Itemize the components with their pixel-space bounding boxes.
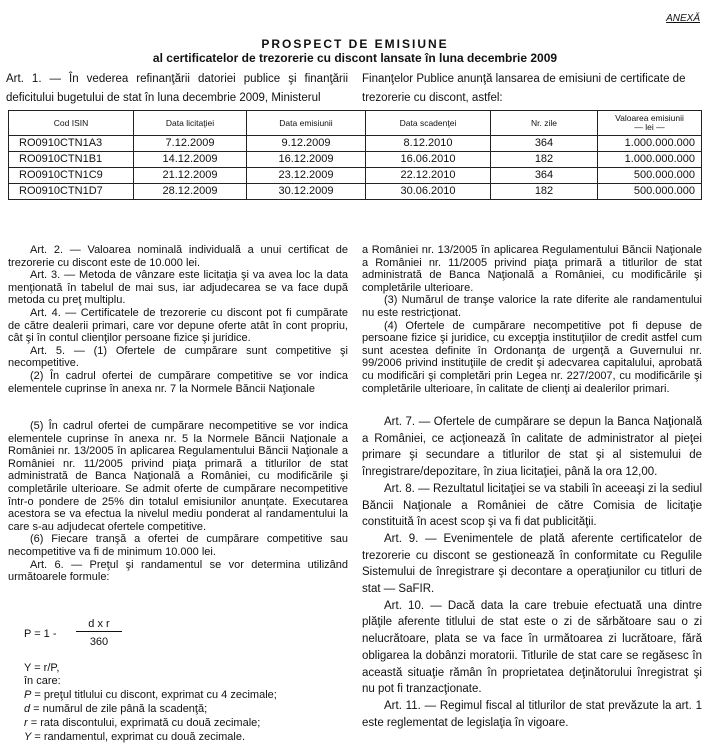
top-left-paragraph: Art. 4. — Certificatele de trezorerie cu discont pot fi cumpărate de către dealerii primari, care vor depune oferte atât în cont propriu, cât şi în contul clienţilor persoane fizice şi juridice. bbox=[8, 306, 348, 345]
header-maturity-date: Data scadenţei bbox=[366, 111, 491, 136]
formula-numerator: d x r bbox=[76, 618, 122, 632]
top-left-paragraph: Art. 2. — Valoarea nominală individuală a unui certificat de trezorerie cu discont este de 10.000 lei. bbox=[8, 244, 348, 269]
cell-auction-date: 21.12.2009 bbox=[134, 168, 247, 184]
bottom-right-paragraph: Art. 7. — Ofertele de cumpărare se depun la Banca Naţională a României, ce acţionează în calitate de administrator al pieţei primare şi secundare a titlurilor de stat şi al sistemului de înregistrare/depozitare, în ziua licitaţiei, până la ora 12,00. bbox=[362, 416, 702, 479]
bottom-right-paragraph: Art. 10. — Dacă data la care trebuie efectuată una dintre plăţile aferente titlului de stat este o zi de sărbătoare sau o zi nelucrătoare, plata se va face în următoarea zi lucrătoare, fără obligarea la dobânzi moratorii. Titlurile de stat care se regăsesc în această situaţie rămân în proprietatea deţinătorului înregistrat şi nu pot fi tranzacţionate. bbox=[362, 599, 702, 696]
cell-maturity-date: 22.12.2010 bbox=[366, 168, 491, 184]
table-header-row bbox=[9, 111, 702, 136]
cell-isin: RO0910CTN1D7 bbox=[9, 184, 134, 200]
cell-isin: RO0910CTN1B1 bbox=[9, 152, 134, 168]
table-row bbox=[9, 184, 702, 200]
intro-left-line1: Art. 1. — În vederea refinanţării datoriei publice şi finanţării bbox=[6, 73, 348, 85]
bottom-right-paragraph: Art. 11. — Regimul fiscal al titlurilor de stat prevăzute la art. 1 este reglementat de legislaţia în vigoare. bbox=[362, 699, 702, 729]
cell-auction-date: 7.12.2009 bbox=[134, 136, 247, 152]
cell-maturity-date: 30.06.2010 bbox=[366, 184, 491, 200]
table-row bbox=[9, 136, 702, 152]
cell-auction-date: 14.12.2009 bbox=[134, 152, 247, 168]
formula-denominator: 360 bbox=[89, 636, 109, 648]
cell-value: 500.000.000 bbox=[598, 184, 702, 200]
top-right-paragraph: (4) Ofertele de cumpărare necompetitive pot fi depuse de persoane fizice şi juridice, cu excepţia instituţiilor de credit astfel cum sunt acestea definite în Ordonanţa de urgenţă a Guvernului nr. 99/2006 privind instituţiile de credit şi adecvarea capitalului, aprobată cu modificări şi completări prin Legea nr. 227/2007, cu modificările şi completările ulterioare, în calitate de clienţi ai dealerilor primari. bbox=[362, 319, 702, 395]
cell-value: 1.000.000.000 bbox=[598, 136, 702, 152]
cell-auction-date: 28.12.2009 bbox=[134, 184, 247, 200]
header-issue-date: Data emisiunii bbox=[247, 111, 366, 136]
header-value bbox=[598, 111, 702, 136]
definition-text: = randamentul, exprimat cu două zecimale. bbox=[31, 731, 246, 743]
bottom-left-column bbox=[8, 420, 348, 584]
definition-symbol: P bbox=[24, 689, 32, 701]
cell-issue-date: 23.12.2009 bbox=[247, 168, 366, 184]
bottom-right-column bbox=[362, 414, 702, 731]
bottom-right-paragraph: Art. 9. — Evenimentele de plată aferente certificatelor de trezorerie cu discont se gestionează în conformitate cu Regulile Sistemului de înregistrare şi decontare a operaţiunilor cu titluri de stat — SaFIR. bbox=[362, 532, 702, 596]
prospectus-title: PROSPECT DE EMISIUNE bbox=[261, 37, 449, 51]
annex-label: ANEXĂ bbox=[666, 13, 700, 24]
yield-formula: Y = r/P, bbox=[24, 662, 60, 674]
cell-days: 182 bbox=[491, 152, 598, 168]
cell-maturity-date: 8.12.2010 bbox=[366, 136, 491, 152]
cell-maturity-date: 16.06.2010 bbox=[366, 152, 491, 168]
cell-issue-date: 30.12.2009 bbox=[247, 184, 366, 200]
header-days: Nr. zile bbox=[491, 111, 598, 136]
prospectus-subtitle: al certificatelor de trezorerie cu discont lansate în luna decembrie 2009 bbox=[152, 51, 558, 65]
emission-table bbox=[8, 110, 702, 200]
cell-issue-date: 9.12.2009 bbox=[247, 136, 366, 152]
definition-line bbox=[24, 689, 277, 702]
definition-symbol: Y bbox=[24, 731, 32, 743]
cell-isin: RO0910CTN1C9 bbox=[9, 168, 134, 184]
definition-line bbox=[24, 703, 207, 716]
definition-text: = rata discontului, exprimată cu două zecimale; bbox=[27, 717, 261, 729]
bottom-right-paragraph: Art. 8. — Rezultatul licitaţiei se va stabili în aceeaşi zi la sediul Băncii Naţionale a României de către Comisia de licitaţie constituită în acest scop şi va fi dat publicităţii. bbox=[362, 482, 702, 529]
top-left-column bbox=[8, 244, 348, 395]
cell-issue-date: 16.12.2009 bbox=[247, 152, 366, 168]
top-right-paragraph: (3) Numărul de tranşe valorice la rate diferite ale randamentului nu este restricţionat. bbox=[362, 294, 702, 319]
definition-symbol: d bbox=[24, 703, 31, 715]
definition-text: = numărul de zile până la scadenţă; bbox=[30, 703, 208, 715]
cell-days: 364 bbox=[491, 136, 598, 152]
where-label: în care: bbox=[24, 675, 61, 687]
cell-days: 182 bbox=[491, 184, 598, 200]
top-left-paragraph: (2) În cadrul ofertei de cumpărare competitive se vor indica elementele cuprinse în anexa nr. 7 la Normele Băncii Naţionale bbox=[8, 369, 348, 395]
top-right-paragraph: a României nr. 13/2005 în aplicarea Regulamentului Băncii Naţionale a României nr. 11/2005 privind piaţa primară a titlurilor de stat administrată de Banca Naţională a României, cu modificările şi completările ulterioare. bbox=[362, 244, 702, 294]
cell-days: 364 bbox=[491, 168, 598, 184]
intro-left-line2: deficitului bugetului de stat în luna decembrie 2009, Ministerul bbox=[6, 92, 321, 104]
definition-line bbox=[24, 731, 245, 744]
top-right-column bbox=[362, 244, 702, 395]
definition-text: = preţul titlului cu discont, exprimat cu 4 zecimale; bbox=[31, 689, 277, 701]
header-value-text: Valoarea emisiunii — lei — bbox=[615, 113, 684, 132]
definition-symbol: r bbox=[24, 717, 28, 729]
top-left-paragraph: Art. 5. — (1) Ofertele de cumpărare sunt competitive şi necompetitive. bbox=[8, 344, 348, 370]
table-row bbox=[9, 168, 702, 184]
table-row bbox=[9, 152, 702, 168]
bottom-left-paragraph: (5) În cadrul ofertei de cumpărare necompetitive se vor indica elementele cuprinse în anexa nr. 5 la Normele Băncii Naţionale a României nr. 13/2005 în aplicarea Regulamentului Băncii Naţionale a României nr. 11/2005 privind piaţa primară a titlurilor de stat administrată de Banca Naţională a României, cu modificările şi completările ulterioare. Se admit oferte de cumpărare necompetitive într-o pondere de 25% din totalul emisiunilor anunţate. Executarea acestora se va efectua la nivelul mediu ponderat al randamentului la care s-au adjudecat ofertele competitive. bbox=[8, 420, 348, 533]
header-auction-date: Data licitaţiei bbox=[134, 111, 247, 136]
cell-isin: RO0910CTN1A3 bbox=[9, 136, 134, 152]
cell-value: 500.000.000 bbox=[598, 168, 702, 184]
formula-lhs: P = 1 - bbox=[24, 628, 57, 640]
bottom-left-paragraph: Art. 6. — Preţul şi randamentul se vor determina utilizând următoarele formule: bbox=[8, 558, 348, 584]
definition-line bbox=[24, 717, 260, 730]
intro-right: Finanţelor Publice anunţă lansarea de emisiuni de certificate de trezorerie cu discont, astfel: bbox=[362, 73, 686, 104]
top-left-paragraph: Art. 3. — Metoda de vânzare este licitaţia şi va avea loc la data menţionată în tabelul de mai sus, iar adjudecarea se va face după metoda cu preţ multiplu. bbox=[8, 269, 348, 307]
cell-value: 1.000.000.000 bbox=[598, 152, 702, 168]
bottom-left-paragraph: (6) Fiecare tranşă a ofertei de cumpărare competitive sau necompetitive va fi de minimum 10.000 lei. bbox=[8, 533, 348, 558]
header-isin: Cod ISIN bbox=[9, 111, 134, 136]
